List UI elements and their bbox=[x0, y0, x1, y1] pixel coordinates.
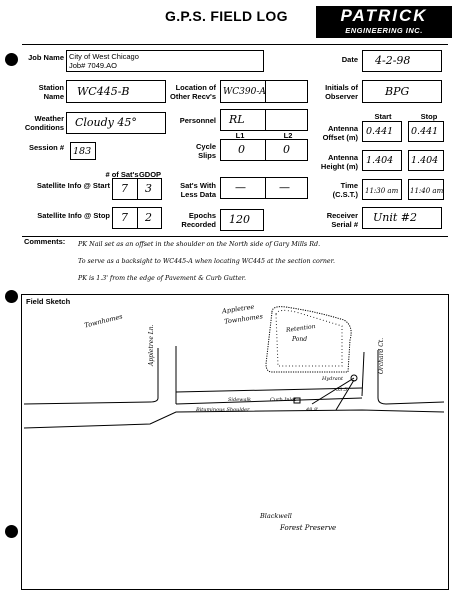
cycle-slips-l2-value: 0 bbox=[283, 143, 290, 156]
dimension-line-2 bbox=[336, 380, 354, 410]
logo-line2: ENGINEERING INC. bbox=[345, 26, 423, 35]
initials-value: BPG bbox=[385, 85, 410, 98]
personnel-label: Personnel bbox=[179, 116, 216, 125]
cycle-slips-label: Cycle Slips bbox=[195, 142, 216, 160]
num-sats-header: # of Sat's bbox=[105, 170, 139, 179]
antenna-offset-stop-value: 0.441 bbox=[411, 126, 439, 137]
date-label: Date bbox=[341, 55, 358, 64]
comment-line-2: To serve as a backsight to WC445-A when locating WC445 at the section corner. bbox=[78, 258, 335, 265]
weather-label: Weather Conditions bbox=[24, 114, 64, 132]
session-label: Session # bbox=[28, 143, 64, 152]
bituminous-shoulder-label: Bituminous Shoulder bbox=[196, 407, 250, 413]
epochs-label: Epochs Recorded bbox=[181, 211, 216, 229]
gdop-start-value: 3 bbox=[145, 182, 152, 195]
personnel-value: RL bbox=[229, 113, 245, 126]
sats-less-data-l1-value: — bbox=[235, 181, 246, 194]
cycle-slips-l1-value: 0 bbox=[238, 143, 245, 156]
job-name-label: Job Name bbox=[28, 53, 64, 62]
sats-start-value: 7 bbox=[121, 182, 128, 195]
antenna-offset-label: Antenna Offset (m) bbox=[322, 124, 358, 142]
retention-pond-label-2: Pond bbox=[292, 336, 308, 343]
stop-header: Stop bbox=[420, 112, 438, 121]
initials-label: Initials of Observer bbox=[325, 83, 358, 101]
dimension-label-1: 53.5' bbox=[336, 387, 349, 393]
antenna-height-label: Antenna Height (m) bbox=[320, 153, 358, 171]
appletree-ln-label: Appletree Ln. bbox=[148, 324, 155, 366]
time-label: Time (C.S.T.) bbox=[332, 181, 358, 199]
receiver-label: Receiver Serial # bbox=[326, 211, 358, 229]
townhomes-label: Townhomes bbox=[83, 312, 124, 330]
comment-line-1: PK Nail set as an offset in the shoulder on the North side of Gary Mills Rd. bbox=[78, 240, 321, 248]
curb-inlet-label: Curb Inlet bbox=[270, 397, 296, 403]
dimension-label-2: 48.8' bbox=[306, 407, 319, 413]
sats-less-data-l2-value: — bbox=[279, 181, 290, 194]
antenna-offset-start-value: 0.441 bbox=[366, 126, 394, 137]
comment-line-3: PK is 1.3' from the edge of Pavement & Curb Gutter. bbox=[78, 275, 246, 282]
l2-header: L2 bbox=[283, 131, 293, 140]
form-title: G.P.S. FIELD LOG bbox=[165, 8, 288, 24]
retention-pond-outline bbox=[266, 307, 351, 372]
blackwell-label-2: Forest Preserve bbox=[280, 524, 337, 532]
antenna-height-start-value: 1.404 bbox=[366, 155, 394, 166]
session-value: 183 bbox=[73, 146, 92, 157]
weather-value: Cloudy 45° bbox=[75, 116, 137, 129]
appletree-townhomes-label-2: Townhomes bbox=[223, 312, 264, 326]
gdop-header: GDOP bbox=[138, 170, 162, 179]
sidewalk-label: Sidewalk bbox=[228, 397, 252, 403]
location-value: WC390-A bbox=[223, 87, 266, 97]
appletree-townhomes-label-1: Appletree bbox=[221, 302, 255, 316]
job-name-line2: Job# 7049.AO bbox=[69, 61, 117, 70]
start-header: Start bbox=[374, 112, 392, 121]
job-name-line1: City of West Chicago bbox=[69, 52, 139, 61]
sat-info-stop-label: Satellite Info @ Stop bbox=[37, 211, 110, 220]
road-north-edge bbox=[176, 398, 362, 404]
date-value: 4-2-98 bbox=[375, 54, 411, 67]
station-name-label: Station Name bbox=[38, 83, 64, 101]
pond-inner bbox=[276, 310, 342, 366]
orchard-ct-east-edge bbox=[378, 350, 444, 404]
station-name-value: WC445-B bbox=[77, 85, 130, 98]
blackwell-label-1: Blackwell bbox=[260, 512, 292, 520]
logo-line1: PATRICK bbox=[340, 6, 428, 25]
comments-label: Comments: bbox=[24, 237, 66, 246]
orchard-ct-west-edge bbox=[362, 352, 364, 396]
epochs-value: 120 bbox=[229, 213, 250, 226]
sats-stop-value: 7 bbox=[121, 211, 128, 224]
l1-header: L1 bbox=[235, 131, 245, 140]
location-label: Location of Other Recv's bbox=[170, 83, 216, 101]
field-sketch-label: Field Sketch bbox=[26, 297, 71, 306]
hydrant-label: Hydrant bbox=[322, 376, 343, 382]
gdop-stop-value: 2 bbox=[145, 211, 152, 224]
antenna-height-stop-value: 1.404 bbox=[411, 155, 439, 166]
sat-info-start-label: Satellite Info @ Start bbox=[36, 181, 110, 190]
sats-less-data-label: Sat's With Less Data bbox=[180, 181, 216, 199]
retention-pond-label-1: Retention bbox=[285, 322, 316, 335]
time-stop-value: 11:40 am bbox=[410, 187, 444, 195]
receiver-value: Unit #2 bbox=[373, 211, 418, 224]
appletree-ln-west-edge bbox=[24, 348, 158, 404]
orchard-ct-label: Orchard Ct. bbox=[378, 337, 385, 374]
time-start-value: 11:30 am bbox=[365, 187, 399, 195]
